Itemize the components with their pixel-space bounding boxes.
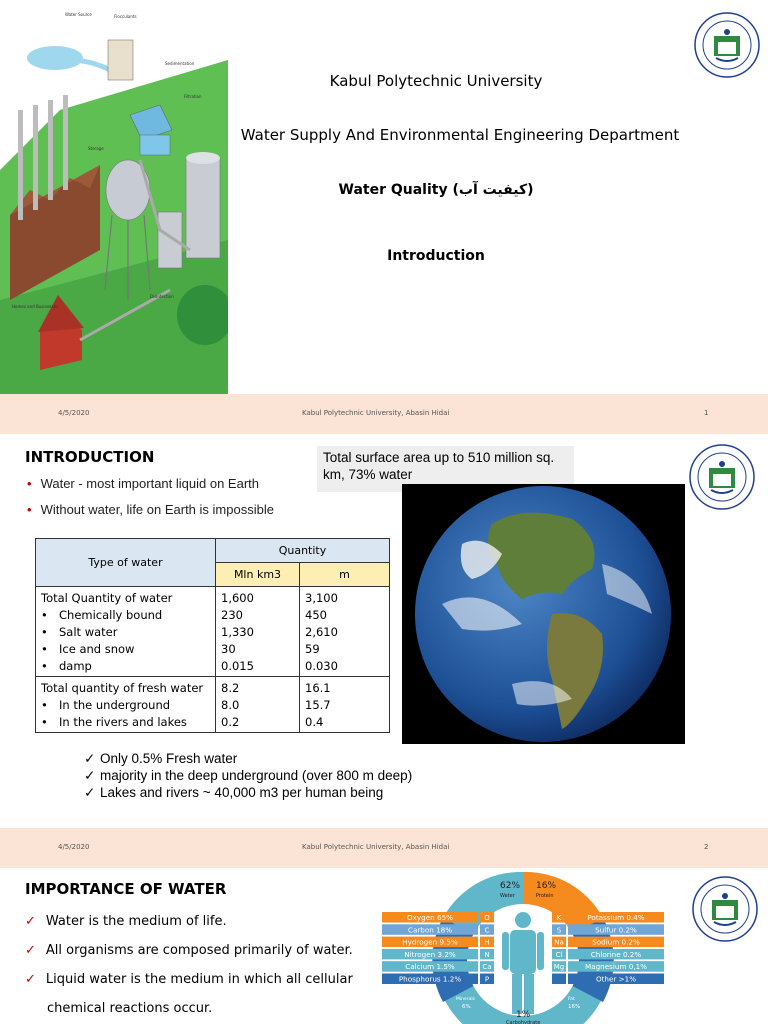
university-logo <box>694 12 760 78</box>
element-row <box>382 974 494 985</box>
element-symbol: Na <box>554 938 564 947</box>
importance-list <box>25 914 353 1024</box>
element-symbol: N <box>484 950 490 959</box>
row-item: • In the underground <box>41 697 210 714</box>
element-symbol: S <box>556 926 562 935</box>
slide-title: Water Quality (کیفیت آب) <box>338 182 534 198</box>
element-row <box>382 924 494 935</box>
row-item: • damp <box>41 658 210 675</box>
water-quantity-table <box>35 538 390 733</box>
list-item-text: Liquid water is the medium in which all cellular <box>45 972 353 987</box>
university-title: Kabul Polytechnic University <box>329 72 543 90</box>
row-item: • Ice and snow <box>41 641 210 658</box>
check-item: ✓ Only 0.5% Fresh water <box>84 750 412 767</box>
element-symbol: Mg <box>553 963 565 972</box>
carbohydrate-percent: 1% <box>516 1010 531 1020</box>
section-heading: INTRODUCTION <box>25 448 155 466</box>
slide-2 <box>0 434 768 828</box>
footer-date: 4/5/2020 <box>58 409 90 417</box>
element-label: Magnesium 0,1% <box>585 962 647 972</box>
human-figure-torso <box>510 930 536 974</box>
list-item: ✓ Water is the medium of life. <box>25 914 227 929</box>
element-symbol: O <box>484 914 490 922</box>
cell-value: 450 <box>305 608 327 622</box>
element-row <box>382 937 494 948</box>
col-header-m: m <box>300 563 390 587</box>
element-row <box>552 961 664 972</box>
row-item: • Chemically bound <box>41 607 210 624</box>
element-row <box>552 924 664 935</box>
slide-1 <box>0 0 768 394</box>
carbohydrate-label: Carbohydrate <box>506 1020 541 1024</box>
row-item: • In the rivers and lakes <box>41 714 210 731</box>
cell-value: 59 <box>305 642 320 656</box>
list-item-text: All organisms are composed primarily of water. <box>45 943 353 958</box>
row-total: Total Quantity of water <box>41 591 173 605</box>
slide-subtitle: Introduction <box>387 248 485 264</box>
element-label: Nitrogen 3.2% <box>404 949 456 959</box>
element-label: Calcium 1.5% <box>405 962 455 972</box>
slide-3 <box>0 868 768 1024</box>
bullet-item: • Without water, life on Earth is impossible <box>27 502 274 517</box>
list-item-text: Water is the medium of life. <box>45 914 227 929</box>
element-label: Potassium 0.4% <box>587 913 645 922</box>
illus-label: Homes and Businesses <box>12 304 59 309</box>
cell-value: 230 <box>221 608 243 622</box>
element-symbol: Ca <box>482 963 492 972</box>
element-symbol-box <box>552 974 566 985</box>
cell-value: 0.4 <box>305 715 324 729</box>
cell-value: 16.1 <box>305 681 331 695</box>
cell-value: 0.2 <box>221 715 240 729</box>
check-list <box>84 750 412 801</box>
university-logo <box>692 876 758 942</box>
element-symbol: P <box>484 975 490 984</box>
element-label: Sulfur 0.2% <box>595 925 637 935</box>
bullet-text: Water - most important liquid on Earth <box>40 476 259 491</box>
list-item <box>25 1001 353 1024</box>
human-figure-arm <box>537 932 544 970</box>
row-item: • Salt water <box>41 624 210 641</box>
water-label: Water <box>500 893 515 899</box>
cell-value: 1,330 <box>221 625 254 639</box>
element-symbol: Cl <box>555 950 563 959</box>
element-symbol: H <box>484 938 490 947</box>
element-label: Carbon 18% <box>407 925 453 935</box>
list-item: ✓ All organisms are composed primarily of water. <box>25 943 353 958</box>
human-figure-arm <box>502 932 509 970</box>
element-label: Oxygen 65% <box>407 913 453 922</box>
element-row <box>382 949 494 960</box>
col-header-type: Type of water <box>36 539 216 587</box>
element-row <box>552 937 664 948</box>
minerals-label: Minerals <box>456 997 475 1002</box>
list-item-text: chemical reactions occur. <box>47 1001 213 1016</box>
table-row <box>36 587 390 677</box>
footer-page-number: 2 <box>704 843 709 851</box>
human-figure-leg <box>512 974 522 1014</box>
check-item: ✓ Lakes and rivers ~ 40,000 m3 per human being <box>84 784 412 801</box>
element-label: Chlorine 0.2% <box>590 949 642 959</box>
earth-photo <box>402 484 685 744</box>
col-header-mln: Mln km3 <box>216 563 300 587</box>
human-figure-leg <box>524 974 534 1014</box>
section-heading: IMPORTANCE OF WATER <box>25 880 227 898</box>
department-title: Water Supply And Environmental Engineering Department <box>240 126 680 144</box>
element-row <box>382 961 494 972</box>
protein-percent: 16% <box>536 881 557 891</box>
row-total: Total quantity of fresh water <box>41 681 204 695</box>
slide-footer <box>0 828 768 868</box>
element-row <box>382 912 494 923</box>
footer-date: 4/5/2020 <box>58 843 90 851</box>
fat-label: Fat <box>568 997 575 1002</box>
bullet-item: • Water - most important liquid on Earth <box>27 476 259 491</box>
illus-label: Water Source <box>65 12 92 17</box>
element-label: Other >1% <box>595 974 637 984</box>
element-label: Sodium 0.2% <box>592 937 640 947</box>
cell-value: 2,610 <box>305 625 338 639</box>
element-symbol: K <box>556 914 562 922</box>
slide-footer <box>0 394 768 434</box>
body-composition-infographic <box>378 868 668 1024</box>
cell-value: 15.7 <box>305 698 331 712</box>
footer-center: Kabul Polytechnic University, Abasin Hidai <box>302 843 450 851</box>
illus-label: Disinfection <box>150 294 174 299</box>
water-percent: 62% <box>500 881 521 891</box>
element-row <box>552 949 664 960</box>
surface-area-callout: Total surface area up to 510 million sq. km, 73% water <box>317 446 574 492</box>
element-row <box>552 912 664 923</box>
check-item: ✓ majority in the deep underground (over 800 m deep) <box>84 767 412 784</box>
bullet-text: Without water, life on Earth is impossible <box>40 502 274 517</box>
footer-center: Kabul Polytechnic University, Abasin Hidai <box>302 409 450 417</box>
illus-label: Sedimentation <box>165 61 195 66</box>
col-header-quantity: Quantity <box>216 539 390 563</box>
university-logo <box>689 444 755 510</box>
cell-value: 0.015 <box>221 659 254 673</box>
human-figure-head <box>515 912 531 928</box>
illus-label: Filtration <box>184 94 202 99</box>
cell-value: 1,600 <box>221 591 254 605</box>
element-symbol: C <box>484 926 490 935</box>
illus-label: Flocculants <box>114 14 137 19</box>
cell-value: 3,100 <box>305 591 338 605</box>
element-row <box>552 974 664 985</box>
protein-label: Protein <box>536 893 554 899</box>
cell-value: 0.030 <box>305 659 338 673</box>
cell-value: 30 <box>221 642 236 656</box>
element-label: Hydrogen 9.5% <box>402 937 458 947</box>
list-item: ✓ Liquid water is the medium in which all cellular <box>25 972 353 987</box>
illus-label: Storage <box>88 146 104 151</box>
table-row <box>36 677 390 733</box>
footer-page-number: 1 <box>704 409 709 417</box>
fat-percent: 16% <box>568 1004 581 1010</box>
cell-value: 8.0 <box>221 698 240 712</box>
minerals-percent: 6% <box>462 1004 471 1010</box>
cell-value: 8.2 <box>221 681 240 695</box>
element-label: Phosphorus 1.2% <box>398 974 462 984</box>
